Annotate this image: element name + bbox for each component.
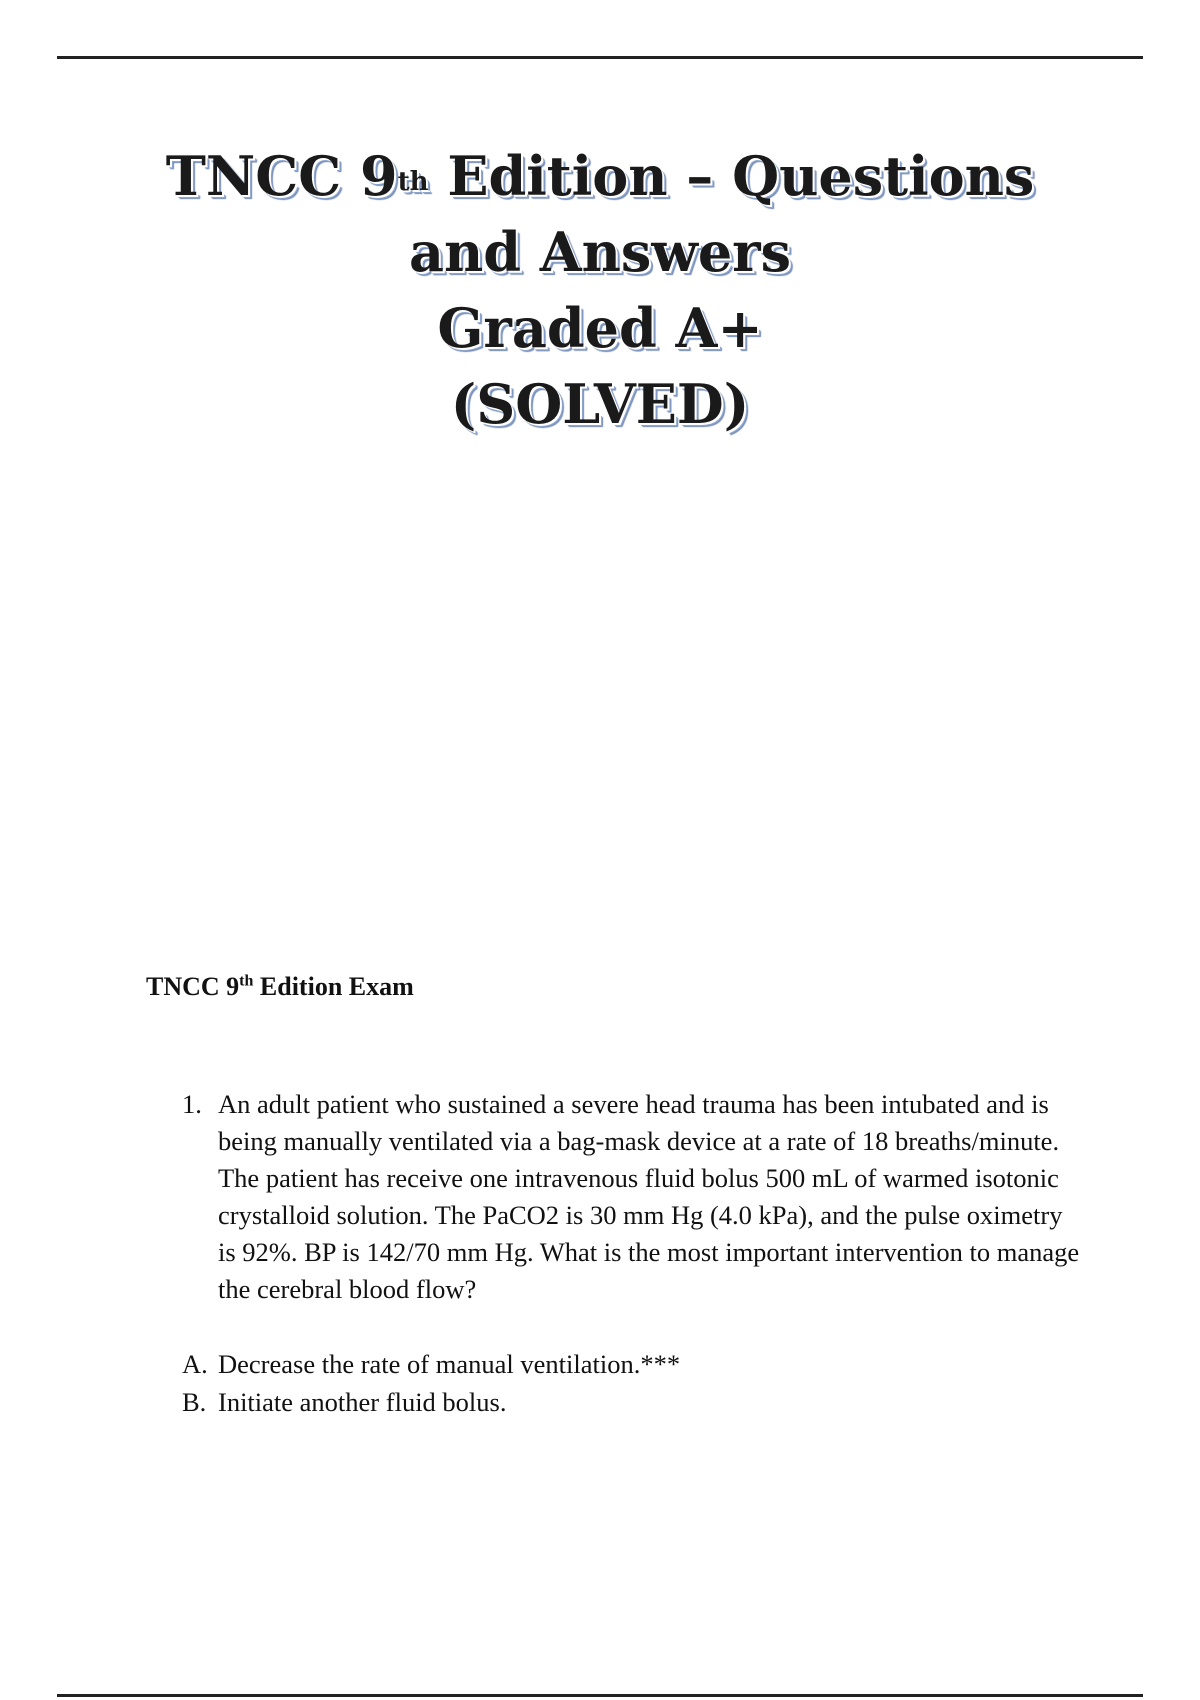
bottom-rule <box>57 1694 1143 1697</box>
title-line: and Answers <box>408 220 792 284</box>
heading-superscript: th <box>239 972 254 990</box>
title-text: Edition – Questions <box>428 144 1035 208</box>
question-text: An adult patient who sustained a severe head trauma has been intubated and is being manually ventilated via a bag-mask device at a rate of 18 breaths/minute. The patient has receive one intravenous fluid bolus 500 mL of warmed isotonic crystalloid solution. The PaCO2 is 30 mm Hg (4.0 kPa), and the pulse oximetry is 92%. BP is 142/70 mm Hg. What is the most important intervention to manage the cerebral blood flow? <box>218 1089 1080 1304</box>
answer-options <box>182 1345 680 1421</box>
option-text: Initiate another fluid bolus. <box>218 1387 507 1417</box>
heading-text: TNCC 9 <box>146 972 240 1001</box>
question-number: 1. <box>182 1089 202 1119</box>
title-superscript: th <box>397 167 429 197</box>
title-line: Graded A+ <box>437 296 763 360</box>
question-item <box>182 1086 1082 1308</box>
top-rule <box>57 56 1143 59</box>
heading-text: Edition Exam <box>253 972 414 1001</box>
section-heading <box>146 972 414 1002</box>
option-letter: A. <box>182 1349 208 1379</box>
option-text: Decrease the rate of manual ventilation.*** <box>218 1349 681 1379</box>
title-line: (SOLVED) <box>450 372 750 436</box>
document-title <box>0 138 1200 442</box>
title-text: TNCC 9 <box>165 144 398 208</box>
answer-option <box>182 1383 680 1421</box>
option-letter: B. <box>182 1387 207 1417</box>
answer-option <box>182 1345 680 1383</box>
